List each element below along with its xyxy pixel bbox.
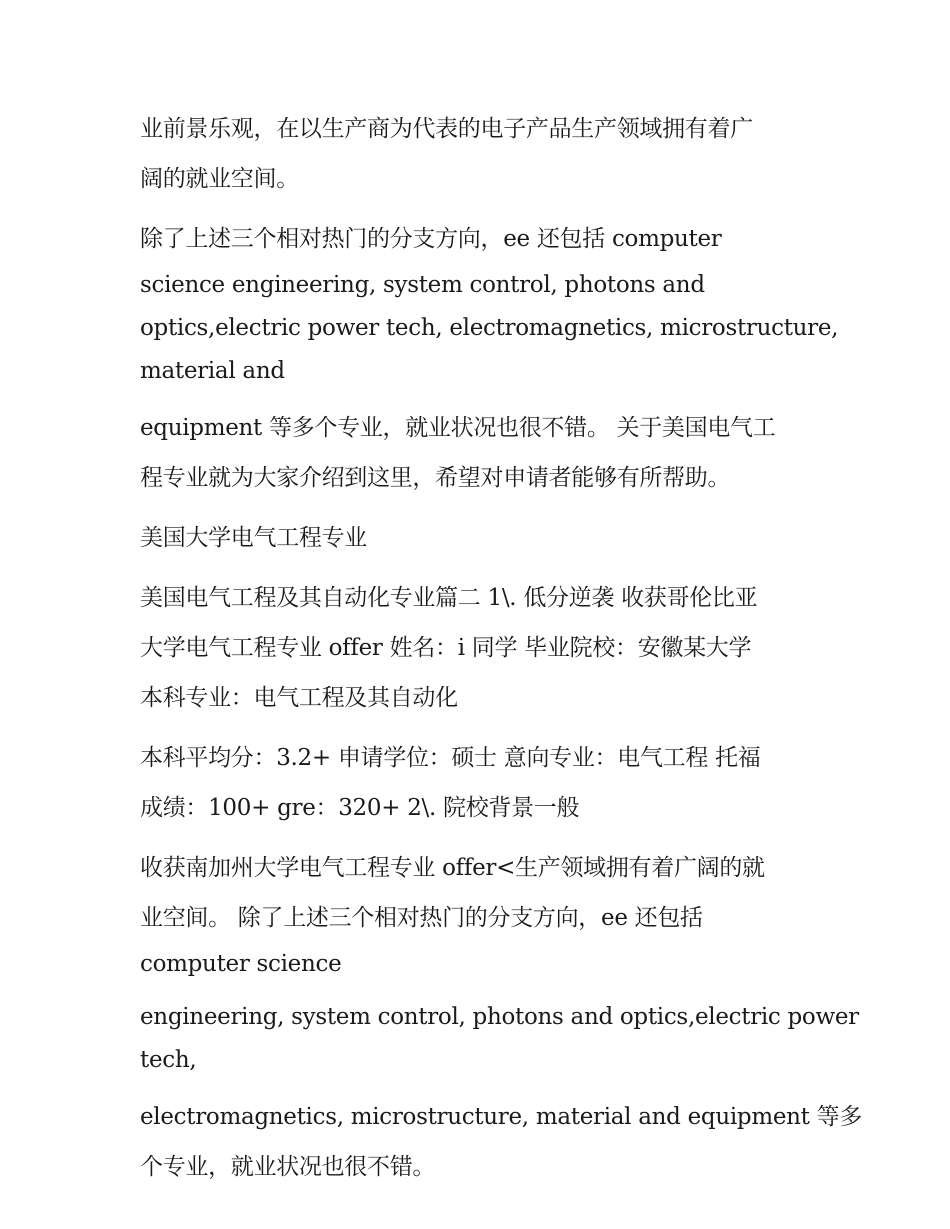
text-line: engineering, system control, photons and optics,electric power	[140, 1004, 859, 1030]
text-line: equipment 等多个专业，就业状况也很不错。 关于美国电气工	[140, 415, 776, 441]
text-line: 本科专业：电气工程及其自动化	[140, 685, 458, 711]
text-line: 阔的就业空间。	[140, 166, 299, 192]
text-line: tech,	[140, 1047, 197, 1073]
paragraph-2	[140, 214, 839, 393]
text-line: 业空间。 除了上述三个相对热门的分支方向，ee 还包括	[140, 905, 703, 931]
text-line: 程专业就为大家介绍到这里，希望对申请者能够有所帮助。	[140, 465, 731, 491]
text-line: 美国电气工程及其自动化专业篇二 1\. 低分逆袭 收获哥伦比亚	[140, 585, 758, 611]
text-line: 收获南加州大学电气工程专业 offer<生产领域拥有着广阔的就	[140, 855, 765, 881]
text-line: optics,electric power tech, electromagnetics, microstructure,	[140, 315, 839, 341]
paragraph-6	[140, 733, 820, 833]
paragraph-3	[140, 403, 820, 503]
text-line: 本科平均分：3.2+ 申请学位：硕士 意向专业：电气工程 托福	[140, 745, 761, 771]
text-line: computer science	[140, 951, 342, 977]
text-line: material and	[140, 358, 285, 384]
text-line: 成绩：100+ gre：320+ 2\. 院校背景一般	[140, 795, 580, 821]
paragraph-7	[140, 843, 820, 986]
section-heading	[140, 513, 820, 563]
text-line: science engineering, system control, photons and	[140, 272, 705, 298]
paragraph-9	[140, 1092, 863, 1192]
paragraph-5	[140, 573, 820, 723]
document-body	[140, 104, 863, 1202]
paragraph-1	[140, 104, 820, 204]
text-line: 业前景乐观，在以生产商为代表的电子产品生产领域拥有着广	[140, 116, 753, 142]
text-line: 美国大学电气工程专业	[140, 525, 368, 551]
paragraph-8	[140, 996, 859, 1082]
text-line: 除了上述三个相对热门的分支方向，ee 还包括 computer	[140, 226, 722, 252]
text-line: 大学电气工程专业 offer 姓名：i 同学 毕业院校：安徽某大学	[140, 635, 752, 661]
text-line: electromagnetics, microstructure, material and equipment 等多	[140, 1104, 863, 1130]
text-line: 个专业，就业状况也很不错。	[140, 1154, 436, 1180]
